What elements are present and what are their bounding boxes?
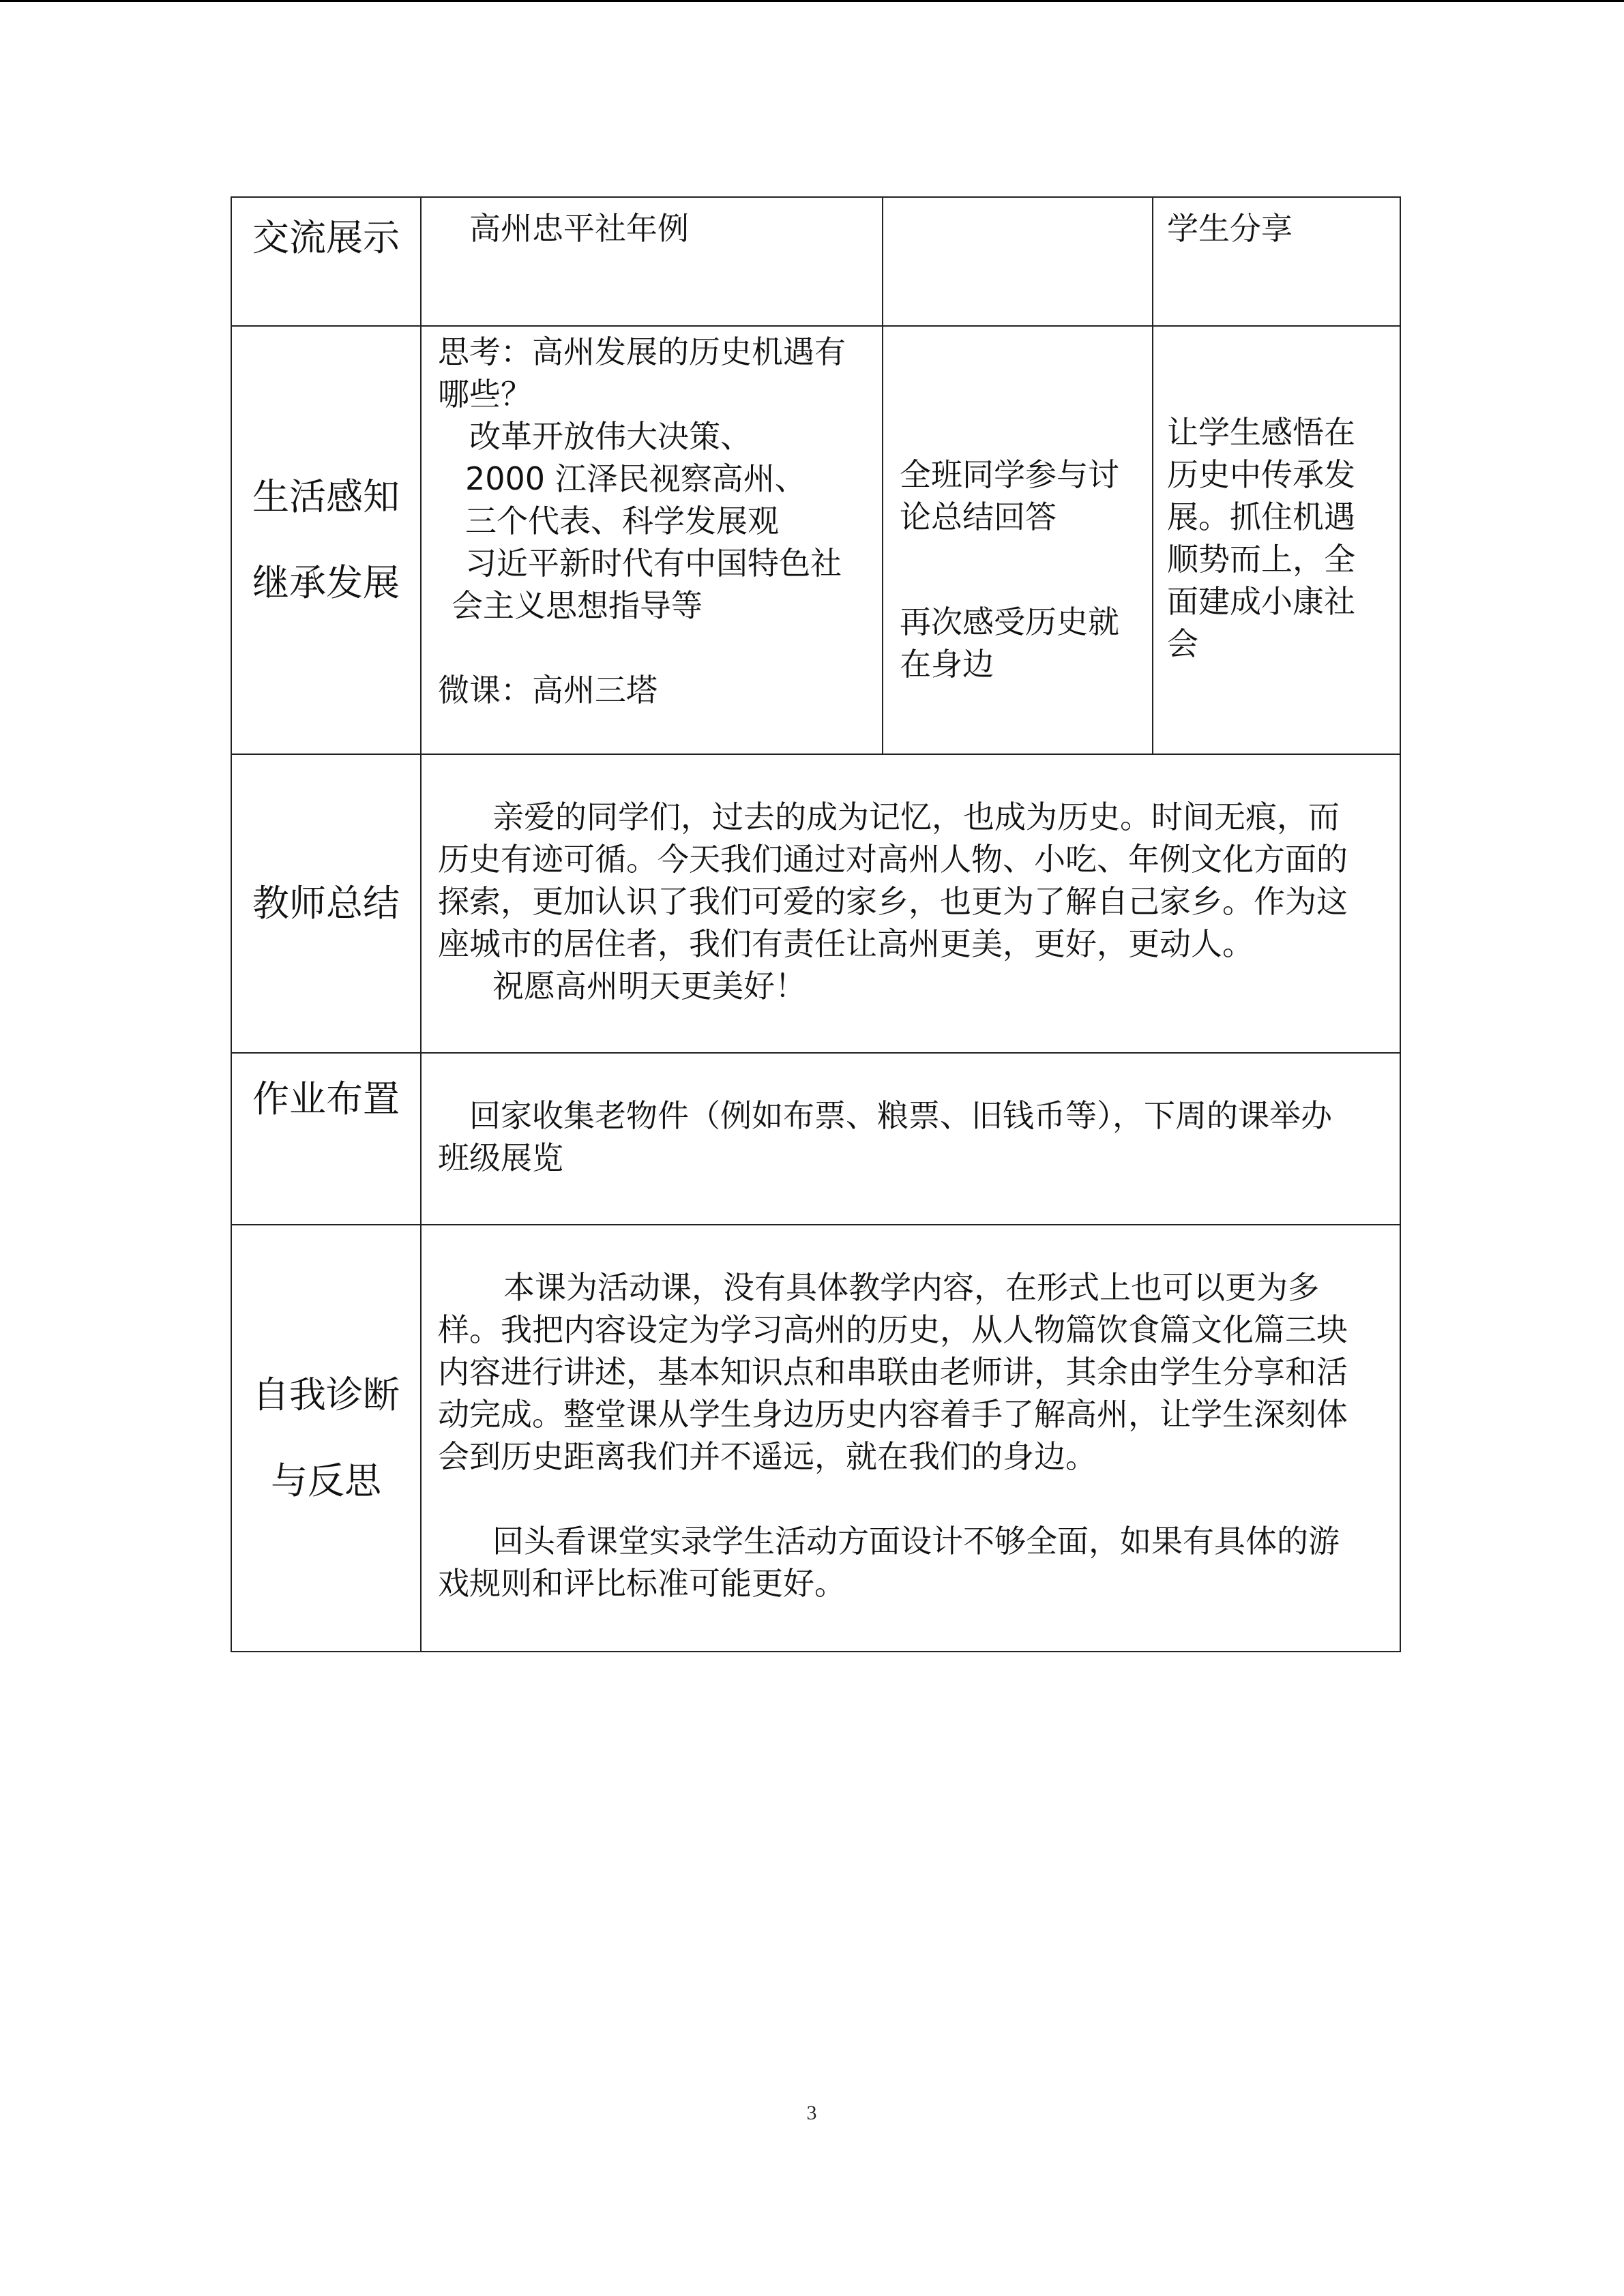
intent-cell: 让学生感悟在 历史中传承发 展。抓住机遇 顺势而上，全 面建成小康社 会 bbox=[1153, 326, 1400, 754]
table-row bbox=[231, 1225, 1400, 1652]
student-cell: 全班同学参与讨 论总结回答 再次感受历史就 在身边 bbox=[883, 326, 1153, 754]
activity-cell: 思考：高州发展的历史机遇有 哪些？ 改革开放伟大决策、 2000 江泽民视察高州、 三个代表、科学发展观 习近平新时代有中国特色社 会主义思想指导等 微课：高州三塔 bbox=[421, 326, 883, 754]
row-label: 自我诊断 与反思 bbox=[231, 1225, 421, 1652]
table-row bbox=[231, 754, 1400, 1053]
activity-cell bbox=[421, 197, 883, 326]
lesson-plan-table bbox=[231, 196, 1401, 1652]
student-cell bbox=[883, 197, 1153, 326]
page-top-border bbox=[0, 0, 1624, 2]
row-label: 交流展示 bbox=[231, 197, 421, 326]
row-label: 教师总结 bbox=[231, 754, 421, 1053]
page-number: 3 bbox=[806, 2102, 817, 2124]
row-label: 生活感知 继承发展 bbox=[231, 326, 421, 754]
summary-cell: 亲爱的同学们，过去的成为记忆，也成为历史。时间无痕，而 历史有迹可循。今天我们通过对高州人物、小吃、年例文化方面的 探索，更加认识了我们可爱的家乡，也更为了解自己家乡。作为这 座城市的居住者，我们有责任让高州更美，更好，更动人。 祝愿高州明天更美好！ bbox=[421, 754, 1400, 1053]
intent-cell bbox=[1153, 197, 1400, 326]
table-row bbox=[231, 197, 1400, 326]
row-label: 作业布置 bbox=[231, 1053, 421, 1225]
table-row bbox=[231, 1053, 1400, 1225]
reflection-cell: 本课为活动课，没有具体教学内容，在形式上也可以更为多 样。我把内容设定为学习高州的历史，从人物篇饮食篇文化篇三块 内容进行讲述，基本知识点和串联由老师讲，其余由学生分享和活 动完成。整堂课从学生身边历史内容着手了解高州，让学生深刻体 会到历史距离我们并不遥远，就在我们的身边。 回头看课堂实录学生活动方面设计不够全面，如果有具体的游 戏规则和评比标准可能更好。 bbox=[421, 1225, 1400, 1652]
intent-text: 学生分享 bbox=[1167, 210, 1293, 247]
homework-cell: 回家收集老物件（例如布票、粮票、旧钱币等），下周的课举办 班级展览 bbox=[421, 1053, 1400, 1225]
table-row bbox=[231, 326, 1400, 754]
activity-text: 高州忠平社年例 bbox=[469, 210, 689, 247]
